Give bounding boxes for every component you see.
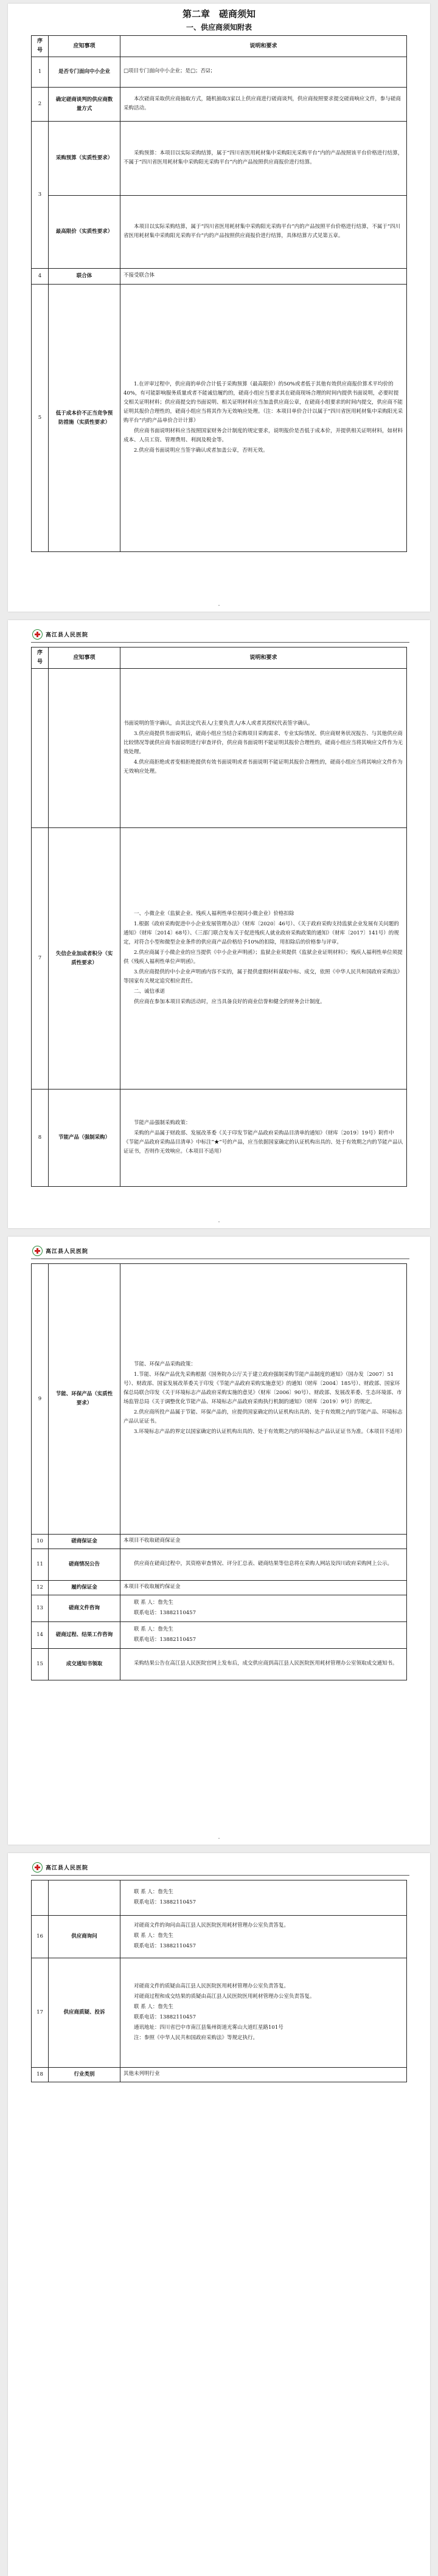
para: 本次磋商采取供应商抽取方式，随机抽取3家以上供应商进行磋商谈判，供应商按照要求提交磋商响应文件，参与磋商采购活动。 (123, 95, 401, 111)
para: 通讯地址：四川省巴中市南江县集州街道光雾山大道红星路101号 (134, 2024, 283, 2031)
table-row (32, 196, 407, 269)
para: 1.节能、环保产品优先采购根据《国务院办公厅关于建立政府强制采购节能产品制度的通知》（国办发〔2007〕51号）、财政部、国家发展改革委关于印发《节能产品政府采购实施意见》的通知（财库〔2004〕185号）、财政部、国家环保总局联合印发《关于环境标志产品政府采购实施的意见》（财库〔2006〕90号）、财政部、发展改革委、生态环境部、市场监管总局《关于调整优化节能产品、环境标志产品政府采购执行机制的通知》（财库〔2019〕9号）的规定。 (123, 1372, 402, 1405)
row-no: 3 (32, 122, 49, 269)
row-desc (120, 269, 407, 285)
para: 注：参照《中华人民共和国政府采购法》等规定执行。 (134, 2034, 259, 2041)
header-desc: 说明和要求 (120, 36, 407, 57)
table-row (32, 1649, 407, 1680)
row-item: 磋商文件咨询 (49, 1595, 120, 1622)
header-no: 序号 (32, 647, 49, 669)
para: 2.供应商书面说明应当签字确认或者加盖公章，否则无效。 (134, 447, 268, 454)
para: 联 系 人：詹先生 (134, 1626, 173, 1632)
row-desc (120, 1880, 407, 1916)
table-row (32, 2068, 407, 2082)
page-header (31, 1245, 409, 1259)
para: □项目专门面向中小企业；是□；否☑； (123, 68, 216, 74)
header-item: 应知事项 (49, 647, 120, 669)
header-desc: 说明和要求 (120, 647, 407, 669)
row-item: 履约保证金 (49, 1581, 120, 1595)
para: 联系电话：13882110457 (134, 1609, 196, 1616)
row-desc (120, 1549, 407, 1581)
table-row (32, 57, 407, 88)
para: 3.环境标志产品的界定以国家确定的认证机构出具的、处于有效期之内的环境标志产品认证证书为准。（本项目不适用） (134, 1429, 405, 1435)
document-page-2 (8, 620, 430, 1228)
row-item: 是否专门面向中小企业 (49, 57, 120, 88)
para: 联系电话：13882110457 (134, 1899, 196, 1905)
row-desc (120, 1622, 407, 1649)
row-item: 磋商情况公告 (49, 1549, 120, 1581)
row-item (49, 1880, 120, 1916)
row-item: 最高限价（实质性要求） (49, 196, 120, 269)
row-desc (120, 828, 407, 1089)
row-desc (120, 669, 407, 828)
para: 1.根据《政府采购促进中小企业发展管理办法》（财库〔2020〕46号）、《关于政府采购支持监狱企业发展有关问题的通知》（财库〔2014〕68号）、《三部门联合发布关于促进残疾人就业政府采购政策的通知》（财库〔2017〕141号）的规定，对符合小型和微型企业条件的供应商产品价格给予10%的扣除，用扣除后的价格参与评审。 (123, 920, 399, 945)
para: 联系电话：13882110457 (134, 1943, 196, 1949)
chapter-title: 第二章 磋商须知 (182, 9, 255, 19)
notice-table-page-1 (31, 35, 407, 552)
row-no: 5 (32, 285, 49, 552)
para: 1.在评审过程中，供应商的单价合计低于采购预算（最高限价）的50%或者低于其他有效供应商报价算术平均价的40%，有可能影响服务质量或者不能诚信履约的，磋商小组应当要求其在磋商现场合理的时间内提供书面说明，必要时提交相关证明材料；供应商提交的书面说明、相关证明材料应当加盖供应商公章，在磋商小组要求的时间内提交，供应商不能证明其报价合理性的，磋商小组应当将其作为无效响应处理。（注：本项目单价合计以属于“四川省医用耗材集中采购阳光采购平台”内的产品单价合计计算） (123, 381, 403, 424)
row-no: 8 (32, 1089, 49, 1187)
para: 供应商在参加本项目采购活动时，应当具备良好的商业信誉和健全的财务会计制度。 (134, 998, 325, 1005)
table-row (32, 1958, 407, 2068)
table-row (32, 1549, 407, 1581)
para: 采购结果公告在高江县人民医院官网上发布后，成交供应商到高江县人民医院医用耗材管理办公室领取成交通知书。 (134, 1660, 398, 1666)
notice-table-page-2 (31, 647, 407, 1187)
row-no: 12 (32, 1581, 49, 1595)
header-no: 序号 (32, 36, 49, 57)
para: 本项目不收取磋商保证金 (123, 1538, 181, 1544)
para: 2.供应商所投产品属于节能、环保产品的，应提供国家确定的认证机构出具的、处于有效期之内的节能产品、环境标志产品认证证书。 (123, 1409, 403, 1424)
table-row (32, 269, 407, 285)
table-row (32, 1581, 407, 1595)
row-no: 4 (32, 269, 49, 285)
row-desc (120, 1089, 407, 1187)
row-desc (120, 1916, 407, 1958)
row-item: 磋商过程、结果工作咨询 (49, 1622, 120, 1649)
table-row (32, 88, 407, 122)
header-item: 应知事项 (49, 36, 120, 57)
row-item: 低于成本价不正当竞争预防措施（实质性要求） (49, 285, 120, 552)
header-org-name: 高江县人民医院 (46, 632, 89, 638)
page-number: - (218, 1835, 220, 1841)
para: 一、小微企业（监狱企业、残疾人福利性单位视同小微企业）价格扣除 (134, 910, 294, 917)
row-no: 10 (32, 1535, 49, 1549)
row-item: 行业类别 (49, 2068, 120, 2082)
para: 联 系 人：詹先生 (134, 2003, 173, 2010)
para: 对磋商过程和成交结果的质疑由高江县人民医院医用耗材管理办公室负责答复。 (134, 1993, 315, 2000)
row-no: 2 (32, 88, 49, 122)
hospital-logo-icon (32, 1246, 43, 1256)
row-desc (120, 57, 407, 88)
para: 4.供应商拒绝或者变相拒绝提供有效书面说明或者书面说明不能证明其报价合理性的，磋商小组应当将其响应文件作为无效响应处理。 (123, 759, 403, 775)
table-header-row (32, 36, 407, 57)
para: 联 系 人：詹先生 (134, 1933, 173, 1939)
para: 对磋商文件的质疑由高江县人民医院医用耗材管理办公室负责答复。 (134, 1983, 290, 1989)
row-no (32, 669, 49, 828)
page-number: - (218, 1219, 220, 1224)
para: 二、诚信承诺 (134, 988, 165, 995)
para: 采购预算：本项目以实际采购结算，属于“四川省医用耗材集中采购阳光采购平台”内的产品按照该平台价格进行结算，不属于“四川省医用耗材集中采购阳光采购平台”内的产品按照供应商报价进行结算。 (123, 150, 403, 165)
row-desc (120, 2068, 407, 2082)
row-item: 磋商保证金 (49, 1535, 120, 1549)
row-desc (120, 1535, 407, 1549)
row-no: 16 (32, 1916, 49, 1958)
table-row (32, 285, 407, 552)
row-item: 确定磋商谈判的供应商数量方式 (49, 88, 120, 122)
header-org-name: 高江县人民医院 (46, 1865, 89, 1871)
para: 供应商在磋商过程中，其资格审查情况、评分汇总表、磋商结果等信息将在采购人网站及四川政府采购网上公示。 (134, 1561, 393, 1567)
page-header (31, 1862, 409, 1876)
para: 2.供应商属于小微企业的应当提供《中小企业声明函》；监狱企业须提供《监狱企业证明材料》；残疾人福利性单位须提供《残疾人福利性单位声明函》。 (123, 949, 403, 965)
row-desc (120, 88, 407, 122)
row-no: 7 (32, 828, 49, 1089)
para: 采购的产品属于财政部、发展改革委《关于印发节能产品政府采购品目清单的通知》（财库〔2019〕19号）附件中《节能产品政府采购品目清单》中标注“★”号的产品，应当依据国家确定的认证机构出具的、处于有效期之内的节能产品认证证书，否则作无效响应。（本项目不适用） (123, 1130, 403, 1155)
row-desc (120, 1264, 407, 1535)
para: 3.供应商提供的中小企业声明函内容不实的，属于提供虚假材料谋取中标、成交，依照《中华人民共和国政府采购法》等国家有关规定追究相应责任。 (123, 969, 403, 984)
para: 节能、环保产品采购政策： (134, 1361, 196, 1367)
row-item: 供应商询问 (49, 1916, 120, 1958)
row-desc (120, 285, 407, 552)
section-title: 一、供应商须知附表 (186, 23, 252, 32)
para: 联系电话：13882110457 (134, 1636, 196, 1643)
document-page-1 (8, 4, 430, 612)
row-no: 18 (32, 2068, 49, 2082)
para: 供应商书面说明材料应当按照国家财务会计制度的规定要求，说明报价是否低于成本价，并提供相关证明材料，如材料成本、人员工资、管理费用、利润及税金等。 (123, 427, 403, 443)
para: 书面说明的签字确认，由其法定代表人/主要负责人/本人或者其授权代表签字确认。 (123, 720, 313, 727)
para: 3.供应商提供书面说明后，磋商小组应当结合采购项目采购需求、专业实际情况、供应商财务状况报告、与其他供应商比较情况等就供应商书面说明进行审查评价，供应商书面说明不能证明其报价合理性的，磋商小组应当将其响应文件作为无效处理。 (123, 730, 403, 755)
para: 联系电话：13882110457 (134, 2014, 196, 2020)
row-item: 采购预算（实质性要求） (49, 122, 120, 196)
page-header (31, 629, 409, 643)
row-item: 成交通知书领取 (49, 1649, 120, 1680)
row-no: 11 (32, 1549, 49, 1581)
para: 联 系 人：詹先生 (134, 1888, 173, 1895)
table-row (32, 1089, 407, 1187)
table-row (32, 1595, 407, 1622)
table-row (32, 1622, 407, 1649)
notice-table-page-3 (31, 1263, 407, 1680)
table-row (32, 828, 407, 1089)
document-page-3 (8, 1237, 430, 1845)
table-row (32, 122, 407, 196)
para: 对磋商文件的询问由高江县人民医院医用耗材管理办公室负责答复。 (134, 1922, 290, 1929)
para: 其他未列明行业 (123, 2071, 160, 2077)
row-desc (120, 1649, 407, 1680)
para: 本项目以实际采购结算，属于“四川省医用耗材集中采购阳光采购平台”内的产品按照平台价格进行结算，不属于“四川省医用耗材集中采购阳光采购平台”内的产品按照供应商报价进行结算，具体结算方式见第五章。 (123, 223, 401, 239)
para: 本项目不收取履约保证金 (123, 1584, 181, 1590)
row-item (49, 669, 120, 828)
para: 不接受联合体 (123, 272, 155, 278)
row-no: 13 (32, 1595, 49, 1622)
row-item: 节能、环保产品（实质性要求） (49, 1264, 120, 1535)
row-no: 1 (32, 57, 49, 88)
hospital-logo-icon (32, 1862, 43, 1873)
row-item: 失信企业加成者积分（实质性要求） (49, 828, 120, 1089)
notice-table-page-4 (31, 1880, 407, 2082)
page-number: - (218, 603, 220, 608)
row-item: 节能产品（强制采购） (49, 1089, 120, 1187)
row-desc (120, 122, 407, 196)
document-page-4 (8, 1853, 430, 2576)
row-desc (120, 1958, 407, 2068)
row-no: 9 (32, 1264, 49, 1535)
table-header-row (32, 647, 407, 669)
row-desc (120, 196, 407, 269)
row-no (32, 1880, 49, 1916)
table-row (32, 669, 407, 828)
table-row (32, 1880, 407, 1916)
header-org-name: 高江县人民医院 (46, 1249, 89, 1255)
para: 节能产品强制采购政策： (134, 1119, 191, 1126)
row-item: 联合体 (49, 269, 120, 285)
table-row (32, 1535, 407, 1549)
table-row (32, 1264, 407, 1535)
row-no: 14 (32, 1622, 49, 1649)
para: 联 系 人：詹先生 (134, 1599, 173, 1606)
row-no: 17 (32, 1958, 49, 2068)
table-row (32, 1916, 407, 1958)
row-desc (120, 1595, 407, 1622)
row-desc (120, 1581, 407, 1595)
row-no: 15 (32, 1649, 49, 1680)
hospital-logo-icon (32, 629, 43, 640)
row-item: 供应商质疑、投诉 (49, 1958, 120, 2068)
